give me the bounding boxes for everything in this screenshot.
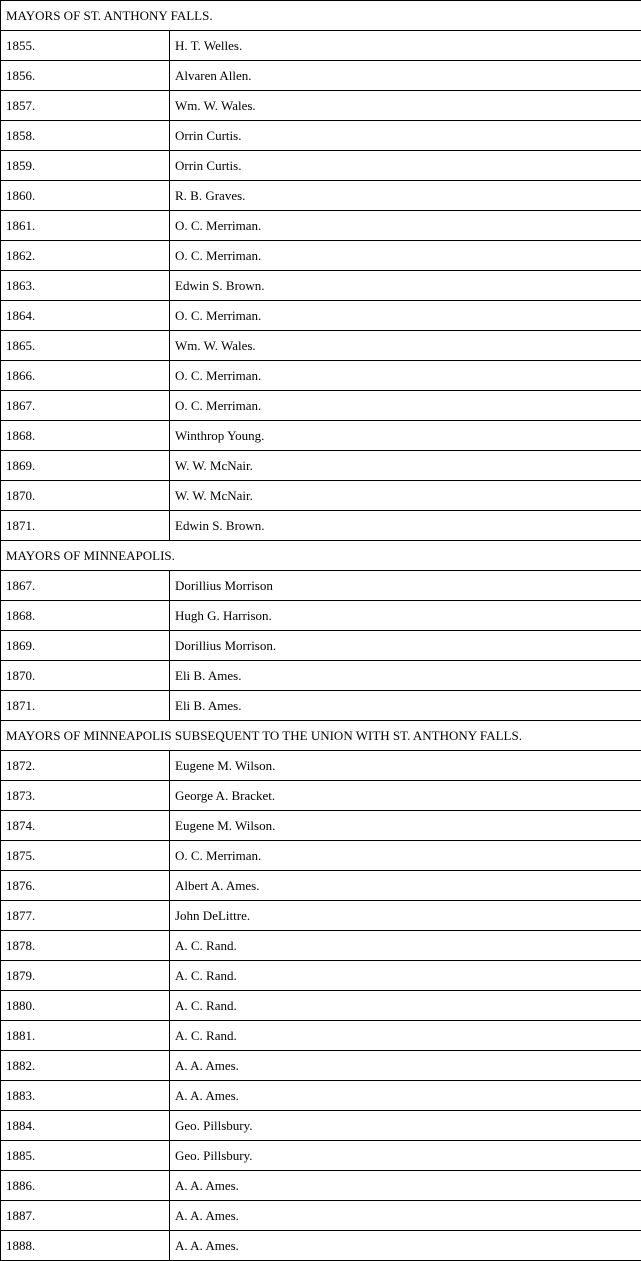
table-row xyxy=(1,1021,641,1051)
table-row xyxy=(1,1141,641,1171)
year-cell: 1861. xyxy=(1,211,170,241)
year-cell: 1869. xyxy=(1,631,170,661)
section-heading: MAYORS OF MINNEAPOLIS. xyxy=(1,541,641,571)
mayor-name-cell: Eli B. Ames. xyxy=(170,691,641,721)
table-row xyxy=(1,631,641,661)
mayor-name-cell: O. C. Merriman. xyxy=(170,361,641,391)
mayor-name-cell: O. C. Merriman. xyxy=(170,841,641,871)
mayor-name-cell: Albert A. Ames. xyxy=(170,871,641,901)
table-row xyxy=(1,1231,641,1261)
table-row xyxy=(1,121,641,151)
table-row xyxy=(1,301,641,331)
mayor-name-cell: A. C. Rand. xyxy=(170,1021,641,1051)
mayor-name-cell: O. C. Merriman. xyxy=(170,211,641,241)
year-cell: 1869. xyxy=(1,451,170,481)
year-cell: 1859. xyxy=(1,151,170,181)
mayor-name-cell: A. A. Ames. xyxy=(170,1051,641,1081)
year-cell: 1862. xyxy=(1,241,170,271)
year-cell: 1875. xyxy=(1,841,170,871)
mayor-name-cell: W. W. McNair. xyxy=(170,451,641,481)
table-row xyxy=(1,871,641,901)
section-heading: MAYORS OF ST. ANTHONY FALLS. xyxy=(1,1,641,31)
table-row xyxy=(1,271,641,301)
year-cell: 1878. xyxy=(1,931,170,961)
mayor-name-cell: A. A. Ames. xyxy=(170,1231,641,1261)
mayor-name-cell: Winthrop Young. xyxy=(170,421,641,451)
year-cell: 1886. xyxy=(1,1171,170,1201)
year-cell: 1874. xyxy=(1,811,170,841)
table-row xyxy=(1,781,641,811)
year-cell: 1870. xyxy=(1,481,170,511)
table-row xyxy=(1,1051,641,1081)
year-cell: 1865. xyxy=(1,331,170,361)
year-cell: 1876. xyxy=(1,871,170,901)
year-cell: 1870. xyxy=(1,661,170,691)
year-cell: 1880. xyxy=(1,991,170,1021)
year-cell: 1858. xyxy=(1,121,170,151)
year-cell: 1872. xyxy=(1,751,170,781)
table-row xyxy=(1,1111,641,1141)
table-row xyxy=(1,391,641,421)
mayor-name-cell: John DeLittre. xyxy=(170,901,641,931)
mayor-name-cell: H. T. Welles. xyxy=(170,31,641,61)
table-row xyxy=(1,481,641,511)
mayor-name-cell: Eugene M. Wilson. xyxy=(170,751,641,781)
table-row xyxy=(1,181,641,211)
table-row xyxy=(1,421,641,451)
year-cell: 1856. xyxy=(1,61,170,91)
year-cell: 1877. xyxy=(1,901,170,931)
mayor-name-cell: Dorillius Morrison. xyxy=(170,631,641,661)
mayor-name-cell: O. C. Merriman. xyxy=(170,391,641,421)
year-cell: 1888. xyxy=(1,1231,170,1261)
year-cell: 1864. xyxy=(1,301,170,331)
year-cell: 1885. xyxy=(1,1141,170,1171)
mayor-name-cell: A. A. Ames. xyxy=(170,1081,641,1111)
table-row xyxy=(1,961,641,991)
section-heading-row xyxy=(1,1,641,31)
mayor-name-cell: A. A. Ames. xyxy=(170,1171,641,1201)
mayor-name-cell: Eugene M. Wilson. xyxy=(170,811,641,841)
table-row xyxy=(1,331,641,361)
mayors-table-body xyxy=(1,1,641,1261)
mayor-name-cell: A. C. Rand. xyxy=(170,931,641,961)
mayor-name-cell: Orrin Curtis. xyxy=(170,121,641,151)
mayor-name-cell: George A. Bracket. xyxy=(170,781,641,811)
mayor-name-cell: Wm. W. Wales. xyxy=(170,331,641,361)
mayor-name-cell: Orrin Curtis. xyxy=(170,151,641,181)
table-row xyxy=(1,991,641,1021)
table-row xyxy=(1,901,641,931)
year-cell: 1868. xyxy=(1,421,170,451)
table-row xyxy=(1,691,641,721)
year-cell: 1871. xyxy=(1,511,170,541)
table-row xyxy=(1,661,641,691)
year-cell: 1881. xyxy=(1,1021,170,1051)
mayor-name-cell: Dorillius Morrison xyxy=(170,571,641,601)
mayor-name-cell: Geo. Pillsbury. xyxy=(170,1141,641,1171)
table-row xyxy=(1,931,641,961)
section-heading: MAYORS OF MINNEAPOLIS SUBSEQUENT TO THE UNION WITH ST. ANTHONY FALLS. xyxy=(1,721,641,751)
year-cell: 1863. xyxy=(1,271,170,301)
table-row xyxy=(1,91,641,121)
mayor-name-cell: Edwin S. Brown. xyxy=(170,271,641,301)
year-cell: 1855. xyxy=(1,31,170,61)
table-row xyxy=(1,361,641,391)
table-row xyxy=(1,751,641,781)
mayor-name-cell: Geo. Pillsbury. xyxy=(170,1111,641,1141)
mayor-name-cell: Hugh G. Harrison. xyxy=(170,601,641,631)
year-cell: 1882. xyxy=(1,1051,170,1081)
mayor-name-cell: A. C. Rand. xyxy=(170,961,641,991)
table-row xyxy=(1,841,641,871)
mayor-name-cell: Alvaren Allen. xyxy=(170,61,641,91)
table-row xyxy=(1,1201,641,1231)
mayor-name-cell: O. C. Merriman. xyxy=(170,301,641,331)
year-cell: 1868. xyxy=(1,601,170,631)
section-heading-row xyxy=(1,541,641,571)
year-cell: 1873. xyxy=(1,781,170,811)
mayor-name-cell: Eli B. Ames. xyxy=(170,661,641,691)
year-cell: 1857. xyxy=(1,91,170,121)
table-row xyxy=(1,31,641,61)
section-heading-row xyxy=(1,721,641,751)
table-row xyxy=(1,451,641,481)
table-row xyxy=(1,61,641,91)
table-row xyxy=(1,151,641,181)
mayor-name-cell: O. C. Merriman. xyxy=(170,241,641,271)
table-row xyxy=(1,511,641,541)
year-cell: 1871. xyxy=(1,691,170,721)
year-cell: 1867. xyxy=(1,391,170,421)
year-cell: 1883. xyxy=(1,1081,170,1111)
table-row xyxy=(1,211,641,241)
table-row xyxy=(1,1171,641,1201)
year-cell: 1879. xyxy=(1,961,170,991)
year-cell: 1887. xyxy=(1,1201,170,1231)
table-row xyxy=(1,241,641,271)
year-cell: 1884. xyxy=(1,1111,170,1141)
table-row xyxy=(1,571,641,601)
year-cell: 1867. xyxy=(1,571,170,601)
year-cell: 1860. xyxy=(1,181,170,211)
mayor-name-cell: A. A. Ames. xyxy=(170,1201,641,1231)
mayor-name-cell: Edwin S. Brown. xyxy=(170,511,641,541)
mayor-name-cell: W. W. McNair. xyxy=(170,481,641,511)
mayor-name-cell: A. C. Rand. xyxy=(170,991,641,1021)
year-cell: 1866. xyxy=(1,361,170,391)
mayor-name-cell: R. B. Graves. xyxy=(170,181,641,211)
mayor-name-cell: Wm. W. Wales. xyxy=(170,91,641,121)
table-row xyxy=(1,811,641,841)
table-row xyxy=(1,1081,641,1111)
table-row xyxy=(1,601,641,631)
